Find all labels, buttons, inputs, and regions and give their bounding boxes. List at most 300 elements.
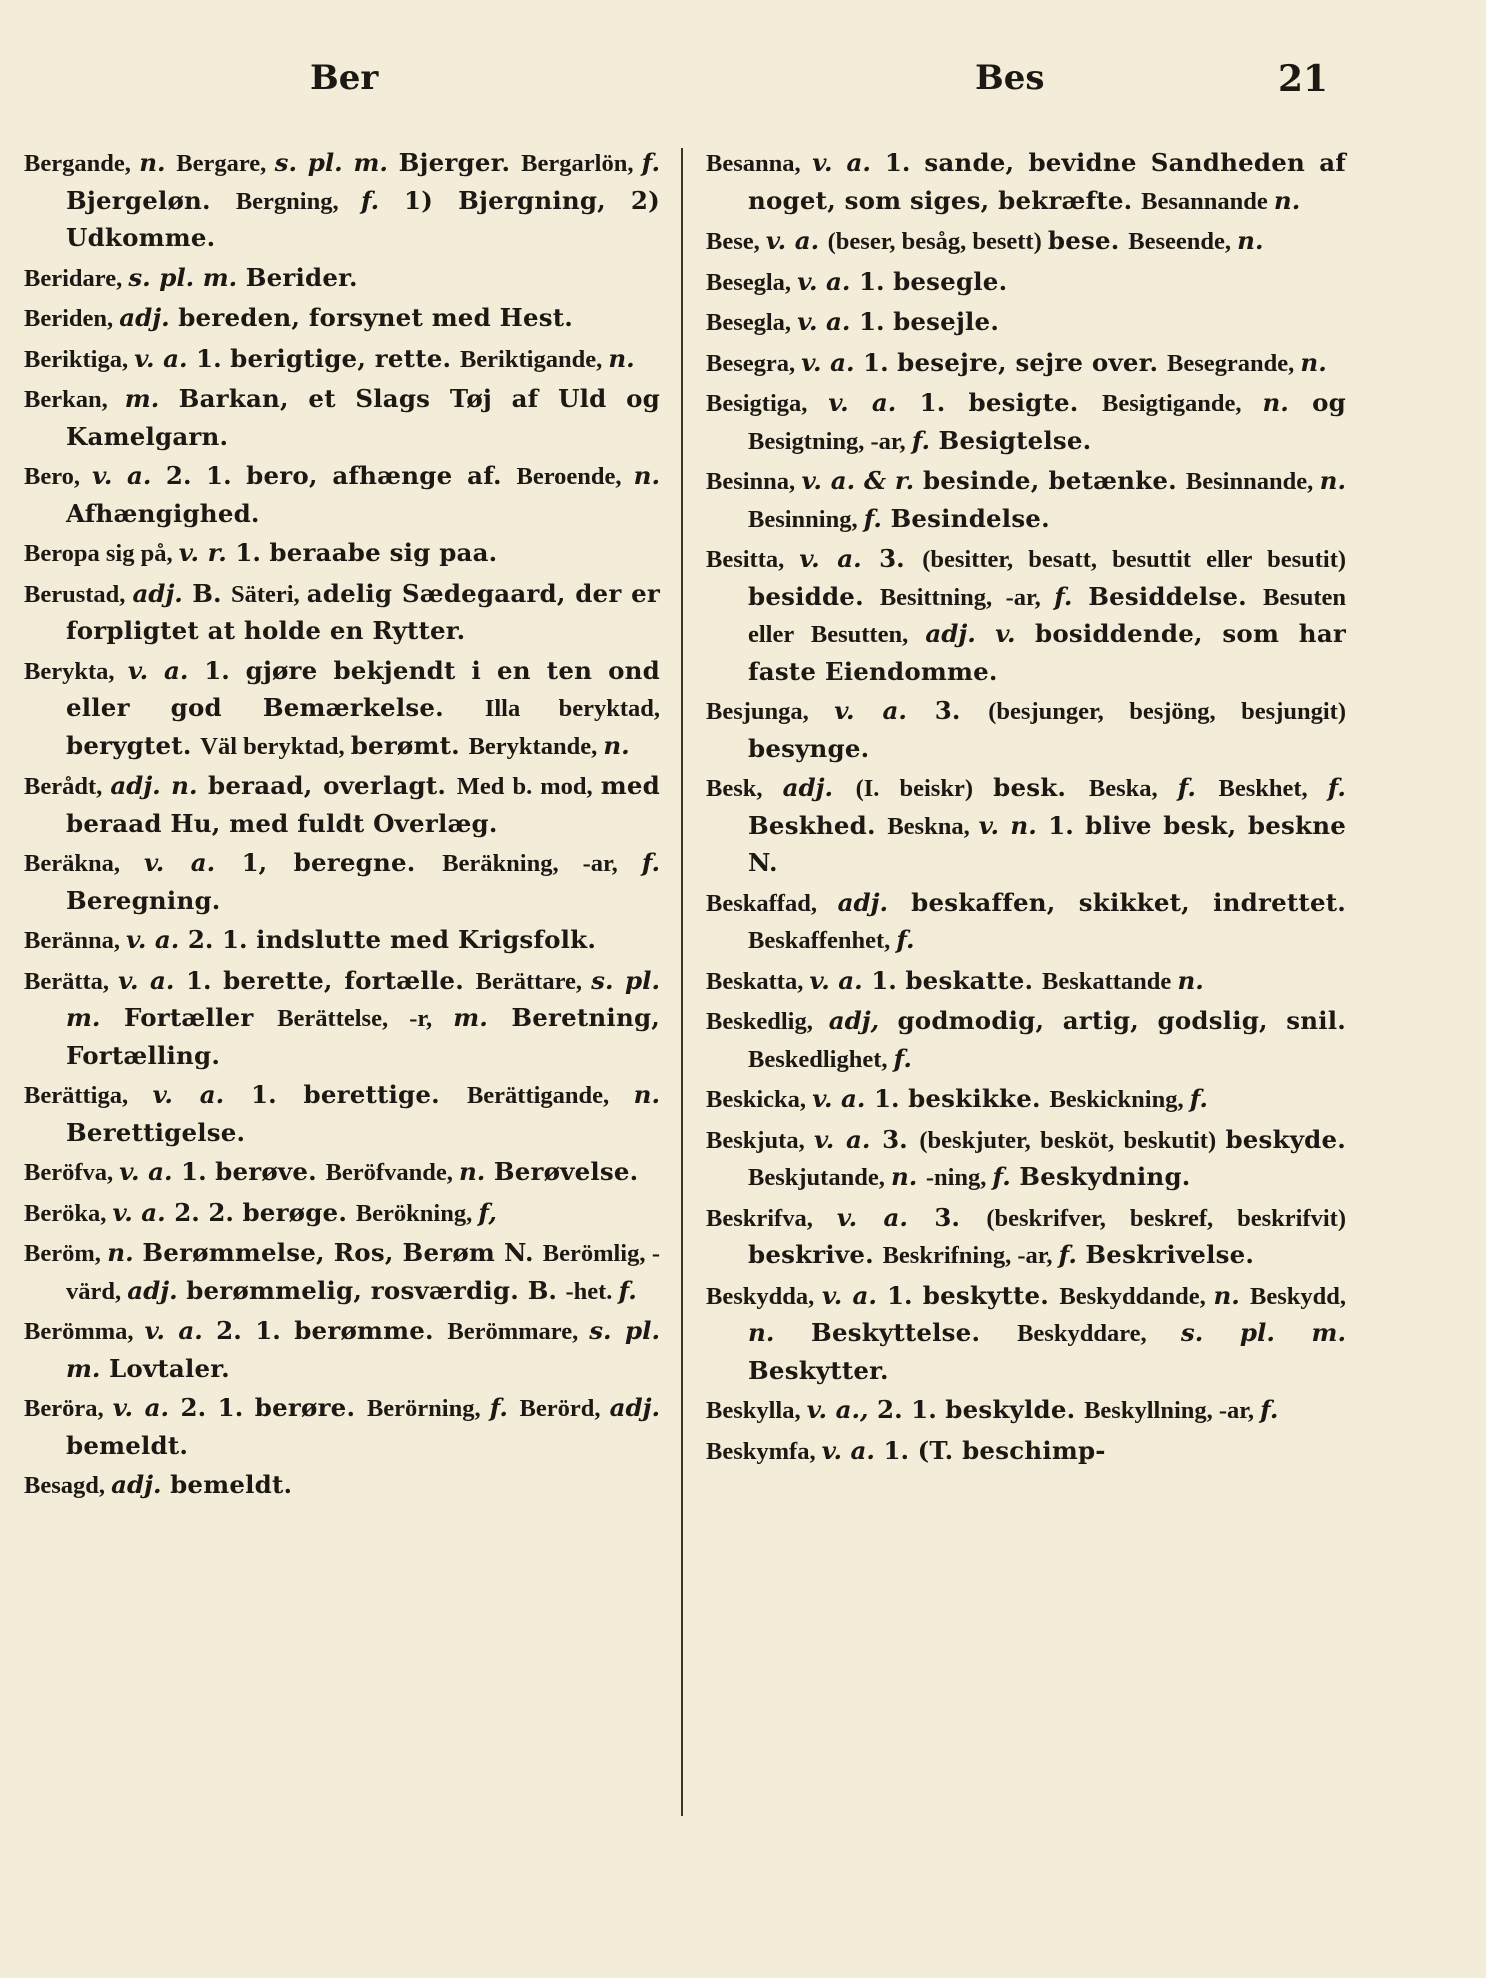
dictionary-entry	[706, 1003, 1346, 1078]
entry-text: 1.	[1048, 810, 1086, 840]
entry-text: 1.	[196, 343, 231, 373]
definition-text: beraabe sig paa.	[269, 538, 498, 567]
entry-text: 3.	[879, 544, 923, 573]
definition-text: berettige.	[303, 1080, 467, 1109]
definition-text: Beskrivelse.	[1085, 1240, 1255, 1269]
definition-text: besynge.	[748, 733, 870, 763]
grammar-label: n.	[603, 730, 630, 760]
definition-text: beskikke.	[908, 1084, 1050, 1113]
definition-text: adelig Sædegaard, der er forpligtet at holde en Rytter.	[66, 578, 660, 645]
headword: Besk,	[706, 775, 783, 802]
headword: Berättare,	[475, 967, 592, 995]
dictionary-entry	[24, 341, 660, 379]
headword: Beskymfa,	[706, 1437, 822, 1465]
headword: Berådt,	[24, 773, 111, 800]
entry-text: 1.	[235, 538, 270, 567]
grammar-label: v. a.	[152, 1080, 252, 1109]
entry-text: 2. 1.	[180, 1393, 255, 1422]
headword: Beskylla,	[706, 1397, 807, 1424]
headword: Beskyddare,	[1017, 1320, 1181, 1347]
grammar-label: n.	[633, 1080, 660, 1109]
headword: (beskrifver, beskref, beskrifvit)	[986, 1204, 1346, 1232]
left-guide-word: Ber	[310, 58, 379, 98]
entry-text: 1.	[181, 1157, 216, 1186]
definition-text: Lovtaler.	[108, 1353, 230, 1383]
entry-text: B.	[192, 578, 231, 608]
definition-text: berøre.	[254, 1393, 367, 1422]
grammar-label: v. a.	[92, 461, 166, 490]
grammar-label: v. a.	[134, 343, 197, 373]
headword: Besegla,	[706, 268, 798, 296]
grammar-label: m.	[124, 384, 179, 413]
definition-text: beskytte.	[922, 1280, 1060, 1310]
entry-text: 2. 1.	[877, 1395, 946, 1424]
right-guide-word: Bes	[975, 58, 1045, 98]
headword: Beskatta,	[706, 967, 810, 995]
headword: Besigtigande,	[1102, 390, 1263, 417]
grammar-label: s. pl. m.	[1180, 1318, 1347, 1347]
definition-text: beraad, overlagt.	[207, 771, 457, 800]
dictionary-entry	[706, 1392, 1346, 1430]
headword: (beser, besåg, besett)	[827, 228, 1048, 255]
definition-text: (T. beschimp-	[917, 1435, 1106, 1465]
grammar-label: m.	[453, 1003, 512, 1032]
dictionary-entry	[706, 885, 1346, 960]
grammar-label: v. a.	[812, 148, 885, 177]
dictionary-entry	[706, 1200, 1346, 1275]
entry-text: 1.	[887, 1280, 923, 1310]
headword: Bergare,	[176, 150, 275, 177]
grammar-label: f.	[1189, 1084, 1208, 1113]
definition-text: besk.	[993, 773, 1089, 802]
headword: Berökning,	[355, 1199, 479, 1227]
grammar-label: f.	[641, 848, 661, 877]
dictionary-entry	[706, 693, 1346, 767]
definition-text: berygtet.	[66, 730, 201, 760]
definition-text: berømt.	[350, 730, 469, 760]
definition-text: Berider.	[245, 262, 358, 292]
definition-text: berigtige, rette.	[230, 343, 460, 373]
grammar-label: adj.	[111, 1470, 171, 1499]
headword: Säteri,	[230, 580, 307, 608]
grammar-label: v. a.	[112, 1393, 181, 1422]
grammar-label: f.	[863, 503, 891, 533]
grammar-label: adj,	[828, 1006, 898, 1035]
dictionary-entry	[706, 541, 1346, 690]
headword: Bero,	[24, 463, 93, 490]
grammar-label: f.	[992, 1162, 1020, 1191]
grammar-label: s. pl. m.	[66, 1316, 660, 1383]
grammar-label: n.	[458, 1157, 494, 1186]
definition-text: bero, afhænge af.	[246, 461, 517, 490]
headword: (besitter, besatt, besuttit eller besutit)	[922, 546, 1347, 573]
column-divider	[681, 148, 683, 1816]
definition-text: berøge.	[242, 1197, 356, 1227]
dictionary-entry	[706, 963, 1346, 1001]
running-header	[0, 58, 1486, 110]
page-number: 21	[1278, 58, 1329, 100]
headword: Med b. mod,	[456, 773, 601, 800]
grammar-label: n.	[1273, 185, 1301, 215]
headword: -het.	[565, 1277, 619, 1305]
headword: Beskjuta,	[706, 1126, 814, 1154]
headword: Beridare,	[24, 264, 129, 292]
headword: Beskhet,	[1218, 775, 1328, 802]
entry-text: 1.	[871, 965, 906, 995]
grammar-label: v. a.	[127, 655, 205, 685]
definition-text: berøve.	[215, 1157, 326, 1186]
headword: Beröfvande,	[325, 1159, 459, 1186]
dictionary-entry	[706, 223, 1346, 261]
dictionary-entry	[24, 576, 660, 650]
entry-text: 1.	[204, 655, 246, 685]
dictionary-entry	[24, 653, 660, 766]
entry-text: 3.	[882, 1124, 920, 1154]
grammar-label: s. pl. m.	[128, 262, 246, 292]
grammar-label: n.	[107, 1238, 143, 1267]
dictionary-entry	[24, 260, 660, 298]
definition-text: besigte.	[968, 388, 1103, 417]
grammar-label: v. r.	[178, 538, 236, 567]
entry-text: 1.	[863, 347, 898, 377]
grammar-label: v. a.	[799, 544, 880, 573]
dictionary-entry	[24, 922, 660, 960]
headword: Beskedlighet,	[748, 1045, 894, 1073]
definition-text: Barkan, et Slags Tøj af Uld og Kamelgarn.	[66, 384, 660, 451]
grammar-label: f.	[489, 1393, 520, 1422]
grammar-label: f,	[478, 1197, 497, 1227]
dictionary-entry	[24, 1313, 660, 1387]
headword: Beropa sig på,	[24, 540, 179, 567]
grammar-label: v. a.	[119, 1157, 182, 1186]
grammar-label: f.	[618, 1275, 637, 1305]
headword: Beröm,	[24, 1240, 108, 1267]
headword: Beskrifva,	[706, 1204, 837, 1232]
headword: (besjunger, besjöng, besjungit)	[988, 698, 1346, 725]
headword: Besigtiga,	[706, 390, 829, 417]
definition-text: beskrive.	[748, 1240, 883, 1269]
definition-text: Besindelse.	[890, 503, 1050, 533]
right-column	[706, 145, 1346, 1473]
definition-text: beskyde.	[1225, 1124, 1347, 1154]
grammar-label: adj. n.	[110, 771, 208, 800]
headword: Berörd,	[519, 1395, 610, 1422]
definition-text: blive besk, beskne N.	[748, 810, 1346, 877]
definition-text: beregne.	[293, 848, 443, 877]
headword: Beräkna,	[24, 850, 145, 877]
definition-text: Berøvelse.	[493, 1157, 639, 1186]
grammar-label: n.	[1213, 1280, 1250, 1310]
definition-text: bereden, forsynet med Hest.	[178, 303, 574, 332]
headword: Beskedlig,	[706, 1008, 829, 1035]
definition-text: beskatte.	[905, 965, 1042, 995]
grammar-label: adj.	[132, 578, 193, 608]
headword: Beskyllning, -ar,	[1084, 1397, 1261, 1424]
grammar-label: v. a.	[797, 266, 859, 296]
headword: Beroende,	[516, 463, 634, 490]
headword: Beriktigande,	[459, 345, 609, 373]
dictionary-entry	[24, 1077, 660, 1151]
headword: Beseende,	[1128, 228, 1238, 255]
dictionary-entry	[706, 770, 1346, 882]
definition-text: Bjergeløn.	[66, 185, 236, 215]
grammar-label: n.	[1300, 347, 1327, 377]
definition-text: besinde, betænke.	[922, 466, 1186, 495]
entry-text: 1.	[185, 965, 224, 995]
definition-text: bosiddende, som har faste Eiendomme.	[748, 619, 1346, 686]
definition-text: gjøre bekjendt i en ten ond eller god Bemærkelse.	[66, 655, 661, 722]
grammar-label: v. a.	[801, 347, 864, 377]
headword: Beriktiga,	[24, 345, 135, 373]
definition-text: og	[1312, 388, 1346, 417]
headword: Illa beryktad,	[484, 695, 661, 722]
headword: Besitta,	[706, 546, 800, 573]
dictionary-entry	[24, 458, 660, 532]
headword: Berättelse, -r,	[277, 1005, 454, 1032]
entry-text: 3.	[934, 1202, 987, 1232]
definition-text: Beskydning.	[1019, 1162, 1191, 1191]
dictionary-entry	[706, 345, 1346, 383]
definition-text: berømmelig, rosværdig.	[186, 1275, 528, 1305]
grammar-label: n.	[890, 1162, 926, 1191]
headword: Berkan,	[24, 386, 125, 413]
grammar-label: v. a.	[828, 388, 920, 417]
definition-text: besejle.	[893, 307, 1000, 336]
headword: Beskjutande,	[748, 1164, 891, 1191]
definition-text: indslutte med Krigsfolk.	[256, 925, 597, 954]
grammar-label: n.	[1237, 226, 1264, 255]
dictionary-entry	[24, 381, 660, 455]
headword: Besinnande,	[1185, 468, 1320, 495]
grammar-label: f.	[1177, 773, 1219, 802]
grammar-label: v. a.	[797, 307, 859, 336]
grammar-label: adj. v.	[925, 619, 1036, 648]
grammar-label: adj.	[782, 773, 856, 802]
grammar-label: v. a.	[118, 965, 186, 995]
grammar-label: v. a.,	[806, 1395, 878, 1424]
dictionary-entry	[24, 145, 660, 257]
definition-text: Afhængighed.	[66, 498, 260, 528]
headword: Beröra,	[24, 1395, 113, 1422]
definition-text: besidde.	[748, 581, 880, 611]
entry-text: 2. 1.	[216, 1316, 295, 1345]
dictionary-entry	[706, 1278, 1346, 1390]
definition-text: 1) Bjergning, 2) Udkomme.	[66, 185, 660, 252]
dictionary-entry	[706, 1122, 1346, 1197]
grammar-label: v. a.	[144, 1316, 217, 1345]
dictionary-entry	[24, 535, 660, 573]
grammar-label: s. pl. m.	[274, 148, 399, 177]
headword: Beränna,	[24, 927, 127, 954]
headword: Besittning, -ar,	[879, 583, 1055, 611]
definition-text: godmodig, artig, godslig, snil.	[897, 1006, 1346, 1035]
grammar-label: s. pl. m.	[66, 965, 660, 1032]
headword: Bergarlön,	[521, 150, 642, 177]
grammar-label: adj.	[127, 1275, 187, 1305]
headword: -ning,	[925, 1164, 993, 1191]
grammar-label: n.	[1319, 466, 1346, 495]
headword: Beskattande	[1041, 967, 1178, 995]
headword: Beriden,	[24, 305, 120, 332]
headword: Beskaffad,	[706, 889, 838, 917]
definition-text: Beretning, Fortælling.	[66, 1003, 661, 1070]
headword: Bergande,	[24, 150, 140, 177]
definition-text: beskaffen, skikket, indrettet.	[911, 887, 1346, 917]
grammar-label: v. a.	[765, 226, 828, 255]
grammar-label: v. a.	[834, 696, 935, 725]
headword: Beskydd,	[1249, 1282, 1346, 1310]
grammar-label: n.	[748, 1318, 812, 1347]
definition-text: sande, bevidne Sandheden af noget, som siges, bekræfte.	[748, 148, 1347, 215]
grammar-label: f.	[1054, 581, 1089, 611]
headword: Beröka,	[24, 1199, 113, 1227]
headword: (I. beiskr)	[855, 775, 994, 802]
headword: Besinning,	[748, 505, 864, 533]
grammar-label: v. a.	[836, 1202, 935, 1232]
grammar-label: f.	[911, 425, 939, 455]
dictionary-entry	[24, 300, 660, 338]
headword: Beska,	[1088, 775, 1178, 802]
grammar-label: n.	[633, 461, 661, 490]
dictionary-entry	[24, 1154, 660, 1192]
grammar-label: f.	[1058, 1240, 1086, 1269]
definition-text: med beraad Hu, med fuldt Overlæg.	[66, 771, 660, 838]
dictionary-entry	[24, 1195, 660, 1233]
definition-text: bemeldt.	[170, 1470, 293, 1499]
headword: Bergning,	[235, 187, 362, 215]
headword: Beskyddande,	[1059, 1282, 1214, 1310]
entry-text: 2. 1.	[187, 925, 257, 954]
definition-text: Beskyttelse.	[811, 1318, 1018, 1347]
grammar-label: n.	[608, 343, 635, 373]
entry-text: 1.	[858, 266, 894, 296]
definition-text: Beregning.	[66, 885, 221, 915]
dictionary-entry	[706, 145, 1346, 220]
dictionary-entry	[24, 1467, 660, 1505]
entry-text: 3.	[934, 696, 989, 725]
headword: Berättigande,	[466, 1082, 634, 1109]
headword: Beröfva,	[24, 1159, 120, 1186]
grammar-label: v. a.	[126, 925, 188, 954]
dictionary-entry	[706, 1433, 1346, 1471]
headword: Beskydda,	[706, 1282, 822, 1310]
grammar-label: n.	[1262, 388, 1313, 417]
dictionary-entry	[706, 385, 1346, 460]
definition-text: Beskhed.	[748, 810, 888, 840]
dictionary-entry	[24, 845, 660, 919]
headword: Berömmare,	[447, 1318, 590, 1345]
grammar-label: adj.	[119, 303, 179, 332]
dictionary-entry	[706, 264, 1346, 302]
definition-text: berømme.	[294, 1316, 448, 1345]
grammar-label: n.	[1177, 965, 1204, 995]
headword: (beskjuter, besköt, beskutit)	[919, 1126, 1226, 1154]
headword: Beskickning,	[1049, 1086, 1190, 1113]
headword: Beskaffenhet,	[748, 927, 897, 954]
entry-text: 2. 2.	[174, 1197, 243, 1227]
grammar-label: v. a.	[112, 1197, 175, 1227]
headword: Beryktande,	[468, 732, 604, 760]
headword: Berörning,	[366, 1395, 490, 1422]
headword: Väl beryktad,	[200, 732, 351, 760]
headword: Besuten eller Besutten,	[748, 583, 1346, 648]
grammar-label: v. a. & r.	[801, 466, 923, 495]
grammar-label: f.	[1260, 1395, 1279, 1424]
definition-text: Fortæller	[124, 1003, 278, 1032]
definition-text: beskylde.	[945, 1395, 1085, 1424]
definition-text: besejre, sejre over.	[897, 347, 1167, 377]
dictionary-entry	[24, 1390, 660, 1464]
entry-text: 1.	[919, 388, 969, 417]
definition-text: bemeldt.	[66, 1430, 189, 1460]
definition-text: bese.	[1047, 226, 1129, 255]
headword: Besegla,	[706, 309, 798, 336]
grammar-label: v. n.	[978, 810, 1049, 840]
definition-text: Besigtelse.	[938, 425, 1092, 455]
entry-text: 2. 1.	[165, 461, 247, 490]
headword: Berättiga,	[24, 1082, 153, 1109]
entry-text: 1.	[883, 1435, 918, 1465]
headword: Besannande	[1141, 187, 1274, 215]
entry-text: 1.	[884, 148, 925, 177]
headword: Beskna,	[887, 812, 979, 840]
dictionary-entry	[24, 1235, 660, 1310]
definition-text: Bjerger.	[398, 148, 522, 177]
left-column	[24, 145, 660, 1508]
headword: Besanna,	[706, 150, 813, 177]
headword: Berätta,	[24, 967, 119, 995]
grammar-label: adj.	[837, 887, 912, 917]
definition-text: Berømmelse, Ros, Berøm N.	[142, 1238, 543, 1267]
grammar-label: f.	[641, 148, 660, 177]
grammar-label: f.	[893, 1043, 912, 1073]
grammar-label: v. a.	[809, 965, 872, 995]
dictionary-entry	[706, 304, 1346, 342]
headword: Besegra,	[706, 349, 802, 377]
grammar-label: f.	[896, 925, 915, 954]
definition-text: besegle.	[893, 266, 1008, 296]
headword: Besinna,	[706, 468, 802, 495]
headword: Berykta,	[24, 657, 128, 685]
definition-text: Beskytter.	[748, 1355, 889, 1385]
entry-text: 1.	[873, 1084, 909, 1113]
headword: Besigtning, -ar,	[748, 427, 912, 455]
definition-text: Besiddelse.	[1088, 581, 1263, 611]
dictionary-entry	[24, 963, 660, 1075]
headword: Beskrifning, -ar,	[882, 1242, 1059, 1269]
entry-text: 1,	[241, 848, 294, 877]
headword: Besegrande,	[1167, 349, 1301, 377]
headword: Besagd,	[24, 1472, 112, 1499]
grammar-label: v. a.	[814, 1124, 883, 1154]
grammar-label: v. a.	[822, 1280, 887, 1310]
grammar-label: v. a.	[821, 1435, 884, 1465]
headword: Berustad,	[24, 580, 133, 608]
dictionary-entry	[24, 768, 660, 842]
definition-text: berette, fortælle.	[223, 965, 476, 995]
entry-text: 1.	[858, 307, 894, 336]
grammar-label: f.	[1327, 773, 1346, 802]
headword: Berömma,	[24, 1318, 145, 1345]
definition-text: Berettigelse.	[66, 1117, 246, 1147]
entry-text: B.	[527, 1275, 566, 1305]
dictionary-entry	[706, 1081, 1346, 1119]
grammar-label: v. a.	[812, 1084, 874, 1113]
grammar-label: v. a.	[144, 848, 242, 877]
grammar-label: f.	[361, 185, 405, 215]
dictionary-entry	[706, 463, 1346, 538]
headword: Berömlig, -värd,	[66, 1240, 661, 1305]
